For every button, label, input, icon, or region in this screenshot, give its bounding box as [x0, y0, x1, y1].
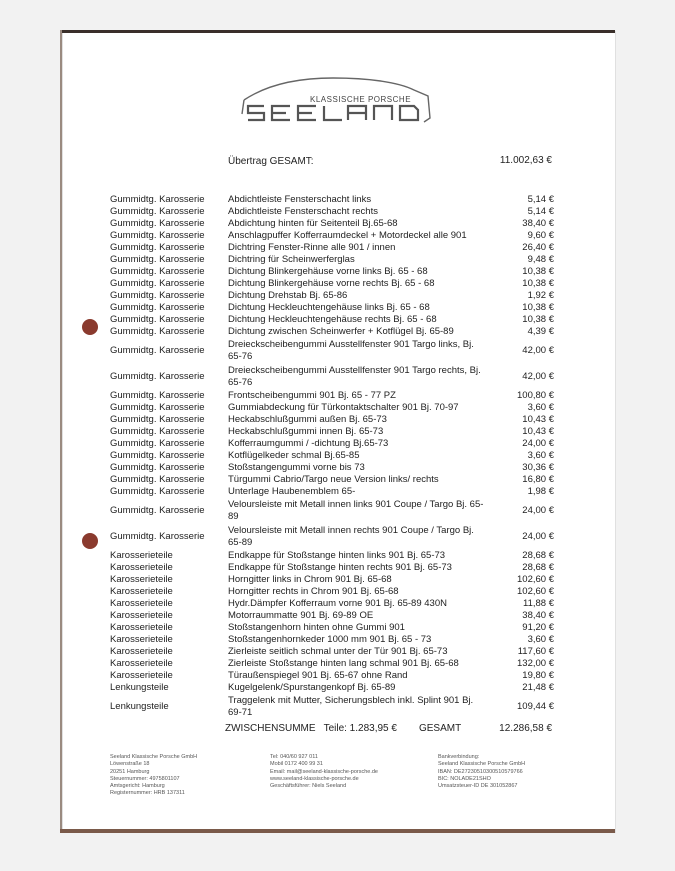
subtotal-label: ZWISCHENSUMME [225, 723, 316, 734]
item-price: 10,43 € [522, 414, 554, 425]
brand-subtitle: KLASSISCHE PORSCHE [310, 95, 412, 104]
line-item-row [110, 242, 554, 254]
item-description: Zierleiste Stoßstange hinten lang schmal 901 Bj. 65-68 [228, 658, 459, 669]
item-category: Gummidtg. Karosserie [110, 426, 205, 437]
line-item-row [110, 646, 554, 658]
punch-hole-lower [82, 533, 98, 549]
line-item-row [110, 402, 554, 414]
footer-company [110, 754, 197, 798]
line-item-row [110, 634, 554, 646]
item-price: 9,48 € [527, 254, 554, 265]
item-price: 102,60 € [517, 574, 554, 585]
line-item-row [110, 486, 554, 498]
item-description: Heckabschlußgummi innen Bj. 65-73 [228, 426, 384, 437]
item-description: Dichtung Heckleuchtengehäuse links Bj. 65 - 68 [228, 302, 430, 313]
item-price: 100,80 € [517, 390, 554, 401]
line-item-row [110, 562, 554, 574]
item-price: 1,98 € [527, 486, 554, 497]
item-price: 91,20 € [522, 622, 554, 633]
item-price: 21,48 € [522, 682, 554, 693]
item-category: Gummidtg. Karosserie [110, 218, 205, 229]
line-item-row [110, 438, 554, 450]
footer-line: www.seeland-klassische-porsche.de [270, 775, 359, 782]
item-price: 9,60 € [527, 230, 554, 241]
item-price: 10,38 € [522, 278, 554, 289]
line-item-row [110, 278, 554, 290]
item-description: Abdichtung hinten für Seitenteil Bj.65-68 [228, 218, 398, 229]
footer-line: Tel: 040/60 927 011 [270, 754, 318, 760]
item-description: Veloursleiste mit Metall innen links 901 Coupe / Targo Bj. 65-89 [228, 499, 484, 522]
total-label: GESAMT [418, 723, 462, 734]
item-description: Hydr.Dämpfer Kofferraum vorne 901 Bj. 65-89 430N [228, 598, 447, 609]
item-description: Unterlage Haubenemblem 65- [228, 486, 356, 497]
item-price: 3,60 € [527, 634, 554, 645]
item-price: 102,60 € [517, 586, 554, 597]
footer-line: Amtsgericht: Hamburg [110, 783, 165, 790]
page-left-edge [60, 30, 62, 832]
item-description: Gummiabdeckung für Türkontaktschalter 901 Bj. 70-97 [228, 402, 459, 413]
item-category: Gummidtg. Karosserie [110, 254, 205, 265]
item-category: Gummidtg. Karosserie [110, 345, 205, 356]
footer-line: Registernummer: HRB 137311 [110, 790, 185, 797]
footer-line: Steuernummer: 4975801107 [110, 775, 180, 782]
line-item-row [110, 450, 554, 462]
item-price: 117,60 € [517, 646, 554, 657]
item-category: Karosserieteile [110, 670, 173, 681]
item-price: 30,36 € [522, 462, 554, 473]
line-item-row [110, 302, 554, 314]
line-item-row [110, 586, 554, 598]
item-category: Gummidtg. Karosserie [110, 402, 205, 413]
line-item-row [110, 550, 554, 562]
item-category: Gummidtg. Karosserie [110, 278, 205, 289]
item-description: Zierleiste seitlich schmal unter der Tür 901 Bj. 65-73 [228, 646, 448, 657]
line-item-row [110, 598, 554, 610]
item-category: Gummidtg. Karosserie [110, 462, 205, 473]
item-description: Dichtung Blinkergehäuse vorne links Bj. 65 - 68 [228, 266, 428, 277]
item-category: Karosserieteile [110, 658, 173, 669]
footer-line: BIC: NOLADE21SHO [438, 775, 491, 782]
item-category: Gummidtg. Karosserie [110, 414, 205, 425]
item-description: Dichtung Drehstab Bj. 65-86 [228, 290, 348, 301]
item-description: Dreieckscheibengummi Ausstellfenster 901 Targo links, Bj. 65-76 [228, 339, 474, 362]
footer-bank [438, 754, 525, 790]
item-price: 3,60 € [527, 450, 554, 461]
item-price: 24,00 € [522, 531, 554, 542]
item-price: 42,00 € [522, 345, 554, 356]
line-item-row [110, 266, 554, 278]
item-description: Heckabschlußgummi außen Bj. 65-73 [228, 414, 387, 425]
item-description: Kofferraumgummi / -dichtung Bj.65-73 [228, 438, 389, 449]
line-item-row [110, 498, 554, 524]
line-items [110, 194, 554, 720]
item-price: 24,00 € [522, 438, 554, 449]
item-description: Stoßstangenhorn hinten ohne Gummi 901 [228, 622, 405, 633]
line-item-row [110, 290, 554, 302]
footer-line: Geschäftsführer: Niels Seeland [270, 783, 347, 790]
item-price: 132,00 € [517, 658, 554, 669]
item-category: Karosserieteile [110, 598, 173, 609]
item-category: Karosserieteile [110, 646, 173, 657]
page-bottom-edge [60, 829, 615, 833]
total-value: 12.286,58 € [499, 723, 552, 734]
item-price: 10,38 € [522, 314, 554, 325]
line-item-row [110, 658, 554, 670]
page-top-edge [60, 30, 615, 33]
line-item-row [110, 524, 554, 550]
item-price: 24,00 € [522, 505, 554, 516]
item-price: 10,43 € [522, 426, 554, 437]
item-price: 28,68 € [522, 562, 554, 573]
item-description: Dichtung zwischen Scheinwerfer + Kotflügel Bj. 65-89 [228, 326, 454, 337]
item-description: Dichtung Blinkergehäuse vorne rechts Bj. 65 - 68 [228, 278, 435, 289]
totals-row [225, 723, 552, 734]
item-category: Gummidtg. Karosserie [110, 531, 205, 542]
item-description: Stoßstangenhornkeder 1000 mm 901 Bj. 65 - 73 [228, 634, 432, 645]
item-price: 38,40 € [522, 218, 554, 229]
line-item-row [110, 474, 554, 486]
footer-line: Seeland Klassische Porsche GmbH [438, 761, 526, 768]
item-price: 3,60 € [527, 402, 554, 413]
line-item-row [110, 338, 554, 364]
footer-line: Bankverbindung: [438, 754, 480, 760]
carry-over-label: Übertrag GESAMT: [228, 156, 314, 167]
item-category: Gummidtg. Karosserie [110, 266, 205, 277]
item-description: Dichtring Fenster-Rinne alle 901 / innen [228, 242, 396, 253]
carry-over-value: 11.002,63 € [499, 155, 552, 166]
item-category: Gummidtg. Karosserie [110, 326, 205, 337]
line-item-row [110, 218, 554, 230]
item-description: Frontscheibengummi 901 Bj. 65 - 77 PZ [228, 390, 396, 401]
item-price: 38,40 € [522, 610, 554, 621]
item-category: Gummidtg. Karosserie [110, 194, 205, 205]
item-price: 109,44 € [517, 701, 554, 712]
line-item-row [110, 574, 554, 586]
item-price: 42,00 € [522, 371, 554, 382]
footer-line: Email: mail@seeland-klassische-porsche.de [270, 768, 378, 775]
line-item-row [110, 326, 554, 338]
item-description: Abdichtleiste Fensterschacht rechts [228, 206, 378, 217]
footer-line: Löwenstraße 18 [110, 761, 150, 768]
item-price: 1,92 € [527, 290, 554, 301]
item-price: 28,68 € [522, 550, 554, 561]
item-price: 5,14 € [527, 206, 554, 217]
item-price: 5,14 € [527, 194, 554, 205]
item-description: Motorraummatte 901 Bj. 69-89 OE [228, 610, 374, 621]
item-description: Abdichtleiste Fensterschacht links [228, 194, 372, 205]
footer-contact [270, 754, 378, 790]
item-category: Gummidtg. Karosserie [110, 390, 205, 401]
footer-line: Seeland Klassische Porsche GmbH [110, 754, 198, 760]
item-category: Gummidtg. Karosserie [110, 242, 205, 253]
item-price: 11,88 € [523, 598, 554, 609]
item-category: Karosserieteile [110, 634, 173, 645]
item-category: Lenkungsteile [110, 701, 169, 712]
item-description: Stoßstangengummi vorne bis 73 [228, 462, 365, 473]
punch-hole-upper [82, 319, 98, 335]
item-description: Kugelgelenk/Spurstangenkopf Bj. 65-89 [228, 682, 396, 693]
item-description: Dichtung Heckleuchtengehäuse rechts Bj. 65 - 68 [228, 314, 437, 325]
footer-line: 20251 Hamburg [110, 768, 150, 775]
item-description: Horngitter links in Chrom 901 Bj. 65-68 [228, 574, 392, 585]
item-category: Karosserieteile [110, 574, 173, 585]
footer-line: Mobil 0172 400 99 31 [270, 761, 323, 768]
line-item-row [110, 314, 554, 326]
item-category: Gummidtg. Karosserie [110, 290, 205, 301]
item-category: Gummidtg. Karosserie [110, 505, 205, 516]
item-price: 16,80 € [522, 474, 554, 485]
item-description: Kotflügelkeder schmal Bj.65-85 [228, 450, 360, 461]
item-description: Horngitter rechts in Chrom 901 Bj. 65-68 [228, 586, 399, 597]
item-category: Gummidtg. Karosserie [110, 302, 205, 313]
item-description: Veloursleiste mit Metall innen rechts 901 Coupe / Targo Bj. 65-89 [228, 525, 474, 548]
line-item-row [110, 230, 554, 242]
item-description: Traggelenk mit Mutter, Sicherungsblech inkl. Splint 901 Bj. 69-71 [228, 695, 474, 718]
item-category: Gummidtg. Karosserie [110, 474, 205, 485]
item-category: Karosserieteile [110, 610, 173, 621]
item-category: Gummidtg. Karosserie [110, 450, 205, 461]
footer-line: Umsatzsteuer-ID DE 301052867 [438, 783, 518, 790]
item-price: 4,39 € [527, 326, 554, 337]
item-category: Karosserieteile [110, 622, 173, 633]
item-category: Lenkungsteile [110, 682, 169, 693]
item-price: 10,38 € [522, 302, 554, 313]
item-description: Endkappe für Stoßstange hinten rechts 901 Bj. 65-73 [228, 562, 452, 573]
item-category: Gummidtg. Karosserie [110, 206, 205, 217]
line-item-row [110, 622, 554, 634]
item-category: Gummidtg. Karosserie [110, 314, 205, 325]
item-description: Anschlagpuffer Kofferraumdeckel + Motordeckel alle 901 [228, 230, 467, 241]
item-description: Türgummi Cabrio/Targo neue Version links/ rechts [228, 474, 439, 485]
line-item-row [110, 206, 554, 218]
line-item-row [110, 694, 554, 720]
item-price: 10,38 € [522, 266, 554, 277]
item-category: Karosserieteile [110, 550, 173, 561]
line-item-row [110, 390, 554, 402]
item-category: Gummidtg. Karosserie [110, 438, 205, 449]
line-item-row [110, 254, 554, 266]
footer-line: IBAN: DE27230510300510579766 [438, 768, 523, 775]
line-item-row [110, 610, 554, 622]
item-price: 19,80 € [522, 670, 554, 681]
item-category: Gummidtg. Karosserie [110, 486, 205, 497]
parts-subtotal: Teile: 1.283,95 € [323, 723, 397, 734]
item-description: Endkappe für Stoßstange hinten links 901 Bj. 65-73 [228, 550, 446, 561]
item-category: Gummidtg. Karosserie [110, 371, 205, 382]
line-item-row [110, 682, 554, 694]
seeland-wordmark [248, 106, 418, 120]
item-category: Karosserieteile [110, 586, 173, 597]
item-description: Dreieckscheibengummi Ausstellfenster 901 Targo rechts, Bj. 65-76 [228, 365, 481, 388]
line-item-row [110, 194, 554, 206]
item-category: Gummidtg. Karosserie [110, 230, 205, 241]
item-description: Dichtring für Scheinwerferglas [228, 254, 355, 265]
line-item-row [110, 414, 554, 426]
item-description: Türaußenspiegel 901 Bj. 65-67 ohne Rand [228, 670, 408, 681]
line-item-row [110, 364, 554, 390]
item-price: 26,40 € [522, 242, 554, 253]
line-item-row [110, 462, 554, 474]
line-item-row [110, 670, 554, 682]
line-item-row [110, 426, 554, 438]
item-category: Karosserieteile [110, 562, 173, 573]
